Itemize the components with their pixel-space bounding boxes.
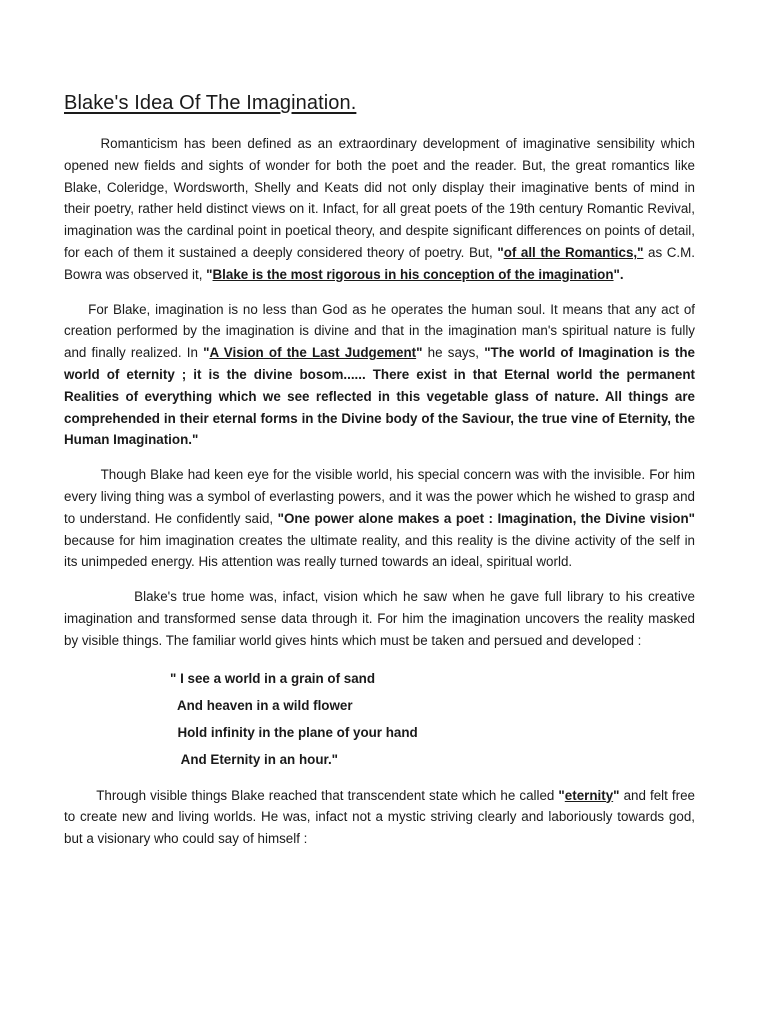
paragraph-5-text-2: and felt free to create new and living worlds. He was, infact not a mystic striving clearly and laboriously towards god, but a visionary who could say of himself : (64, 787, 695, 847)
paragraph-2 (64, 299, 695, 452)
paragraph-1 (64, 133, 695, 286)
indent (64, 302, 88, 317)
indent (64, 589, 134, 604)
poem-line-1: " I see a world in a grain of sand (170, 670, 376, 686)
quote-close: " (613, 787, 620, 803)
document-page (64, 92, 695, 863)
indent (64, 136, 100, 151)
poem-line-2: And heaven in a wild flower (170, 697, 353, 713)
paragraph-4-text-1: Blake's true home was, infact, vision which he saw when he gave full library to his creative imagination and transformed sense data through it. For him the imagination uncovers the reality masked by visible things. The familiar world gives hints which must be taken and persued and developed : (64, 589, 695, 648)
paragraph-3 (64, 464, 695, 573)
poem-line-3: Hold infinity in the plane of your hand (170, 724, 418, 740)
title-vision-last-judgement: A Vision of the Last Judgement (209, 345, 417, 361)
poem-quote (64, 665, 695, 773)
poem-line-4: And Eternity in an hour." (170, 751, 339, 767)
quote-open: " (558, 787, 565, 803)
paragraph-5-text-1: Through visible things Blake reached that transcendent state which he called (96, 787, 559, 803)
paragraph-2-text-2: he says, (422, 345, 485, 361)
paragraph-5 (64, 785, 695, 850)
word-eternity: eternity (564, 787, 614, 803)
indent (64, 467, 101, 482)
page-title: Blake's Idea Of The Imagination. (64, 92, 357, 114)
quote-close: " (416, 345, 423, 361)
quote-world-of-imagination: "The world of Imagination is the world of eternity ; it is the divine bosom...... There exist in that Eternal world the permanent Realities of everything which we see reflected in this vegetable glass of nature. All things are comprehended in their eternal forms in the Divine body of the Saviour, the true vine of Eternity, the Human Imagination." (64, 345, 695, 448)
quote-of-all-romantics: of all the Romantics," (503, 244, 644, 260)
paragraph-3-text-2: because for him imagination creates the ultimate reality, and this reality is the divine activity of the self in its unimpeded energy. His attention was really turned towards an ideal, spiritual world. (64, 532, 695, 570)
paragraph-4 (64, 586, 695, 651)
quote-one-power: "One power alone makes a poet : Imagination, the Divine vision" (277, 510, 695, 526)
quote-open: " (206, 266, 213, 282)
paragraph-1-text-1: Romanticism has been defined as an extraordinary development of imaginative sensibility which opened new fields and sights of wonder for both the poet and the reader. But, the great romantics like Blake, Coleridge, Wordsworth, Shelly and Keats did not only display their imaginative bents of mind in their poetry, rather held distinct views on it. Infact, for all great poets of the 19th century Romantic Revival, imagination was the cardinal point in poetical theory, and despite significant differences on points of detail, for each of them it sustained a deeply considered theory of poetry. But, (64, 136, 695, 260)
quote-open: " (497, 244, 504, 260)
paragraph-3-text-1: Though Blake had keen eye for the visible world, his special concern was with the invisible. For him every living thing was a symbol of everlasting powers, and it was the power which he wished to grasp and to understand. He confidently said, (64, 467, 695, 526)
quote-open: " (203, 345, 210, 361)
quote-blake-rigorous: Blake is the most rigorous in his conception of the imagination (212, 266, 614, 282)
paragraph-2-text-1: For Blake, imagination is no less than God as he operates the human soul. It means that any act of creation performed by the imagination is divine and that in the imagination man's spiritual nature is fully and finally realized. In (64, 301, 695, 361)
paragraph-1-text-2: as C.M. Bowra was observed it, (64, 244, 695, 282)
indent (64, 788, 96, 803)
quote-close: ". (613, 266, 624, 282)
